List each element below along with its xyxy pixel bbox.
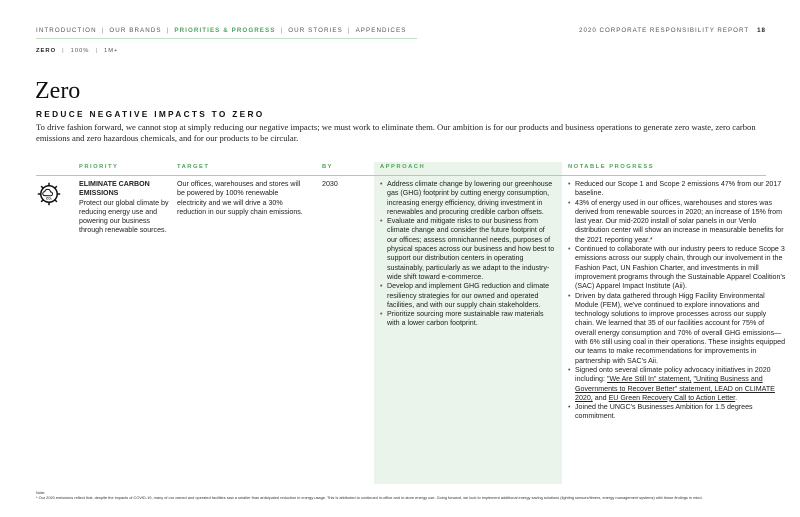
- report-title: 2020 CORPORATE RESPONSIBILITY REPORT: [579, 26, 750, 34]
- list-item: • Continued to collaborate with our industry peers to reduce Scope 3 emissions across our supply chain, through our involvement in the Fashion Pact, UN Fashion Charter, and investments in mill improvement programs through the Sustainable Apparel Coalition's (SAC) Apparel Impact Institute (Aii).: [568, 245, 786, 291]
- intro-paragraph: To drive fashion forward, we cannot stop at simply reducing our negative impacts; we must work to eliminate them. Our ambition is for our products and business operations to generate zero waste, zero carbon emissions and zero hazardous chemicals, and for our products to be circular.: [36, 122, 756, 143]
- nav-separator: |: [101, 26, 105, 34]
- header-by: BY: [322, 164, 334, 170]
- nav-separator: |: [166, 26, 170, 34]
- header-approach: APPROACH: [380, 164, 426, 170]
- subnav-100-percent[interactable]: 100%: [70, 48, 90, 54]
- policy-lead-text: Signed onto several climate policy advocacy initiatives in 2020 including:: [575, 365, 771, 384]
- footnote-label: Note:: [36, 490, 46, 495]
- subnav-separator: |: [95, 48, 98, 54]
- by-cell: 2030: [322, 180, 338, 188]
- progress-cell: [568, 180, 786, 422]
- header-priority: PRIORITY: [79, 164, 119, 170]
- list-item: • Prioritize sourcing more sustainable raw materials with a lower carbon footprint.: [380, 310, 555, 329]
- tab-priorities-progress[interactable]: PRIORITIES & PROGRESS: [174, 26, 276, 34]
- subnav-zero[interactable]: ZERO: [36, 48, 57, 54]
- page-title: Zero: [35, 78, 81, 104]
- carbon-gear-icon: [36, 181, 62, 207]
- report-header: [579, 27, 766, 34]
- target-cell: Our offices, warehouses and stores will be powered by 100% renewable electricity and we will drive a 30% reduction in our supply chain emissions.: [177, 180, 303, 216]
- progress-list: [568, 180, 786, 422]
- nav-separator: |: [347, 26, 351, 34]
- page-subtitle: REDUCE NEGATIVE IMPACTS TO ZERO: [36, 109, 265, 119]
- priority-cell: [79, 180, 171, 236]
- list-item: • Evaluate and mitigate risks to our business from climate change and consider the future footprint of our offices; assess omnichannel needs, purposes of physical spaces across our business and how best to support our distribution centers in operating sustainably, particularly as we adapt to the industry-wide shift toward e-commerce.: [380, 217, 555, 282]
- list-item: • Reduced our Scope 1 and Scope 2 emissions 47% from our 2017 baseline.: [568, 180, 786, 199]
- nav-underline: [36, 38, 417, 39]
- footnote: [36, 490, 781, 501]
- list-item: • Develop and implement GHG reduction and climate resiliency strategies for our owned and operated facilities, and with our supply chain stakeholders.: [380, 282, 555, 310]
- eu-green-recovery-link[interactable]: EU Green Recovery Call to Action Letter: [608, 393, 736, 402]
- sub-navigation: [36, 48, 118, 54]
- page-number: 18: [757, 26, 766, 34]
- approach-cell: [380, 180, 555, 329]
- svg-text:CO₂: CO₂: [45, 196, 53, 201]
- nav-separator: |: [280, 26, 284, 34]
- list-item: • Address climate change by lowering our greenhouse gas (GHG) footprint by cutting energy consumption, increasing energy efficiency, driving investment in renewables and procuring credible carbon offsets.: [380, 180, 555, 217]
- header-divider: [36, 175, 766, 176]
- tab-our-brands[interactable]: OUR BRANDS: [109, 26, 162, 34]
- policy-mid-text: and: [594, 393, 607, 402]
- subnav-1m-plus[interactable]: 1M+: [103, 48, 119, 54]
- nav-tabs: [36, 27, 406, 34]
- header-target: TARGET: [177, 164, 210, 170]
- tab-our-stories[interactable]: OUR STORIES: [288, 26, 343, 34]
- approach-list: [380, 180, 555, 329]
- tab-introduction[interactable]: INTRODUCTION: [36, 26, 97, 34]
- top-navigation: [36, 24, 766, 36]
- list-item: • Joined the UNGC's Businesses Ambition for 1.5 degrees commitment.: [568, 403, 786, 422]
- subnav-separator: |: [62, 48, 65, 54]
- we-are-still-in-link[interactable]: "We Are Still In" statement,: [606, 375, 692, 384]
- footnote-text: * Our 2020 emissions reflect that, despite the impacts of COVID-19, many of our owned and operated facilities saw a smaller than anticipated reduction in energy usage. This is attributed to continued in-office and in-store energy use. Going forward, we look to implement additional energy saving solutions (lighting sensors/timers, energy management systems) with these findings in mind.: [36, 495, 703, 501]
- list-item: • 43% of energy used in our offices, warehouses and stores was derived from renewable sources in 2020; an increase of 15% from last year. Our mid-2020 install of solar panels in our Venlo distribution center will show an increase in measurable benefits for the 2021 reporting year.*: [568, 199, 786, 245]
- priority-title: ELIMINATE CARBON EMISSIONS: [79, 180, 150, 198]
- tab-appendices[interactable]: APPENDICES: [355, 26, 407, 34]
- list-item: • Driven by data gathered through Higg Facility Environmental Module (FEM), we've continued to explore innovations and technology solutions to improve processes across our supply chain. We learned that 35 of our facilities account for 75% of overall energy consumption and 70% of overall GHG emissions—with 6% still using coal in their operations. These insights equipped our teams to make recommendations for improvements in partnership with SAC's Aii.: [568, 292, 786, 366]
- uniting-business-link[interactable]: "Uniting Business and Governments to Recover Better" statement, LEAD on CLIMATE 2020,: [575, 375, 775, 402]
- policy-end-text: .: [735, 393, 738, 402]
- priority-description: Protect our global climate by reducing energy use and powering our business through renewable sources.: [79, 198, 169, 235]
- table-header-row: [0, 164, 800, 174]
- list-item: [568, 366, 786, 403]
- header-notable-progress: NOTABLE PROGRESS: [568, 164, 655, 170]
